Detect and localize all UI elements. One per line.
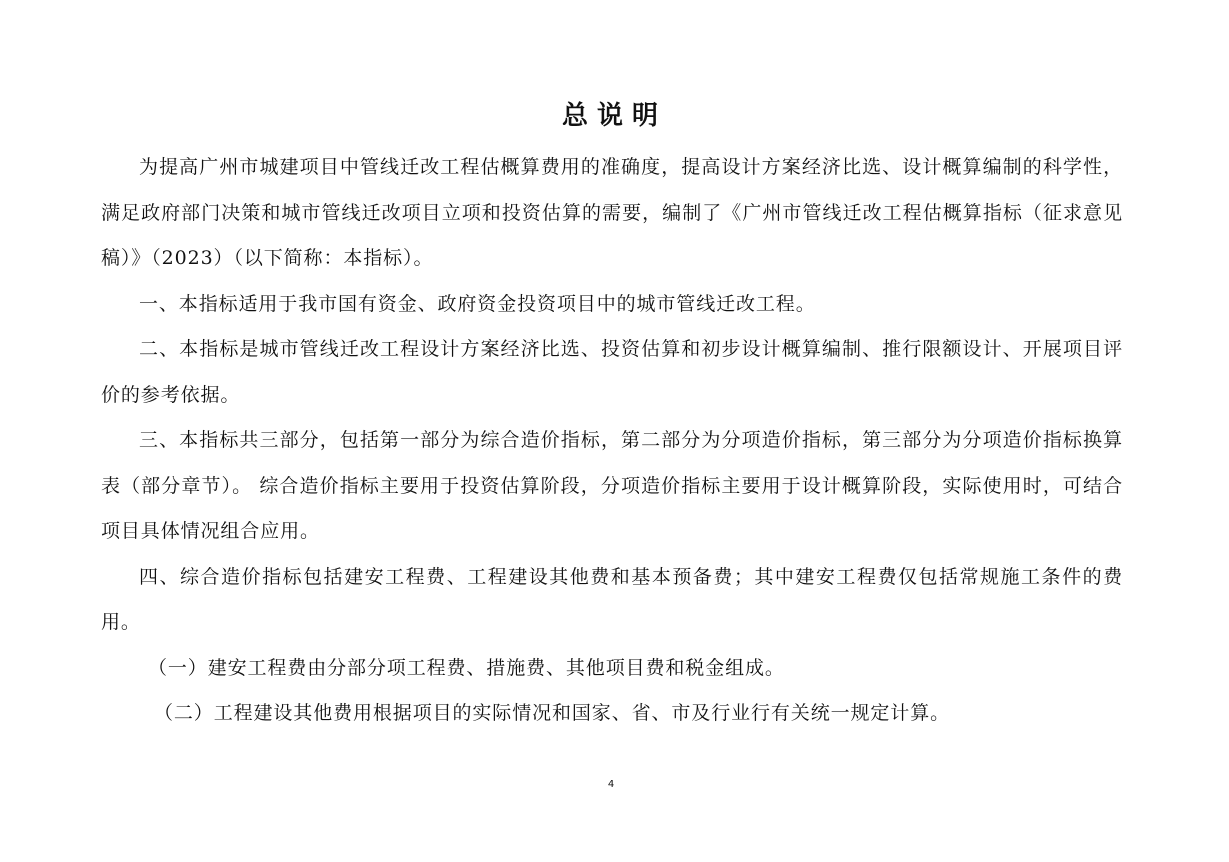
intro-paragraph: 为提高广州市城建项目中管线迁改工程估概算费用的准确度，提高设计方案经济比选、设计概算编制的科学性，满足政府部门决策和城市管线迁改项目立项和投资估算的需要，编制了《广州市管线迁改工程估概算指标（征求意见稿）》（2023）（以下简称：本指标）。 bbox=[101, 156, 1123, 269]
clause-1-paragraph: 一、本指标适用于我市国有资金、政府资金投资项目中的城市管线迁改工程。 bbox=[139, 292, 816, 315]
document-body bbox=[101, 145, 1123, 737]
clause-4-paragraph: 四、综合造价指标包括建安工程费、工程建设其他费和基本预备费；其中建安工程费仅包括常规施工条件的费用。 bbox=[101, 565, 1123, 633]
sub-clause-2-paragraph: （二）工程建设其他费用根据项目的实际情况和国家、省、市及行业行有关统一规定计算。 bbox=[154, 702, 951, 724]
sub-clause-1-paragraph: （一）建安工程费由分部分项工程费、措施费、其他项目费和税金组成。 bbox=[148, 656, 785, 679]
clause-3-paragraph: 三、本指标共三部分，包括第一部分为综合造价指标，第二部分为分项造价指标，第三部分为分项造价指标换算表（部分章节）。 综合造价指标主要用于投资估算阶段，分项造价指标主要用于设计概算阶段，实际使用时，可结合项目具体情况组合应用。 bbox=[101, 429, 1123, 542]
clause-2-paragraph: 二、本指标是城市管线迁改工程设计方案经济比选、投资估算和初步设计概算编制、推行限额设计、开展项目评价的参考依据。 bbox=[101, 338, 1123, 406]
document-title: 总说明 bbox=[561, 101, 667, 131]
page-number: 4 bbox=[607, 779, 615, 790]
